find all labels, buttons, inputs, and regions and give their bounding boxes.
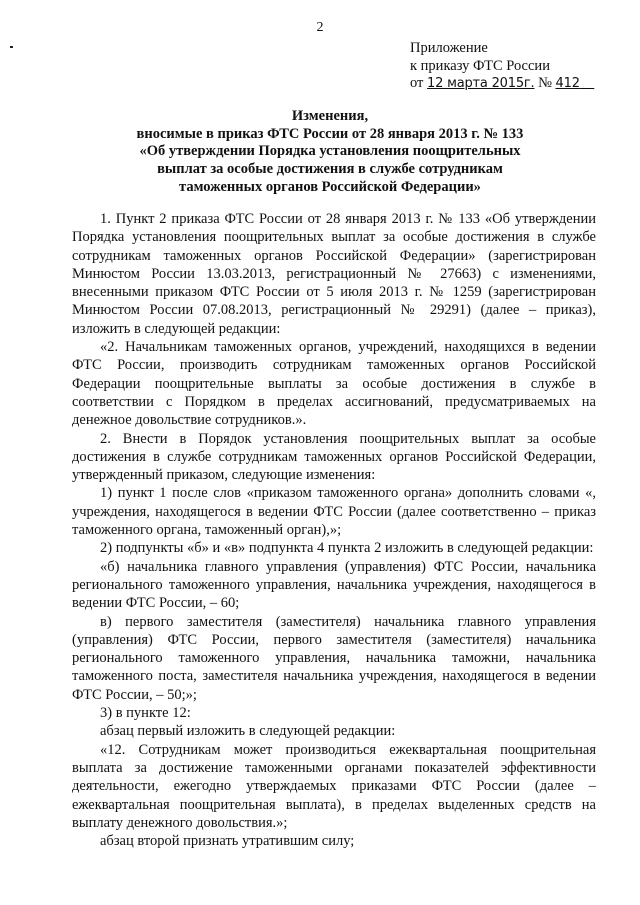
appendix-title: Приложение — [410, 40, 488, 56]
paragraph-subitem-1: 1) пункт 1 после слов «приказом таможенного органа» дополнить словами «, учреждения, находящегося в ведении ФТС России (далее соответственно – приказ таможенного органа, таможенный орган),»; — [72, 485, 596, 539]
paragraph-item-1: 1. Пункт 2 приказа ФТС России от 28 января 2013 г. № 133 «Об утверждении Порядка установления поощрительных выплат за особые достижения в службе сотрудникам таможенных органов Российской Федерации» (зарегистрирован Минюстом России 13.03.2013, регистрационный № 27663) с изменениями, внесенными приказом ФТС России от 5 июля 2013 г. № 1259 (зарегистрирован Минюстом России 07.08.2013, регистрационный № 29291) (далее – приказ), изложить в следующей редакции: — [72, 211, 596, 337]
title-line-2: вносимые в приказ ФТС России от 28 января 2013 г. № 133 — [136, 125, 524, 142]
appendix-date-line — [410, 75, 594, 93]
page-number: 2 — [316, 20, 324, 35]
paragraph-quote-12: «12. Сотрудникам может производиться ежеквартальная поощрительная выплата за достижение таможенными органами показателей эффективности деятельности, ежегодно утверждаемых приказами ФТС России (далее – ежеквартальная поощрительная выплата), в пределах выделенных средств на выплату денежного довольствия.»; — [72, 741, 596, 831]
title-line-1: Изменения, — [291, 108, 369, 124]
order-date: 12 марта 2015г. — [427, 76, 535, 91]
paragraph-quote-b: «б) начальника главного управления (управления) ФТС России, начальника регионального таможенного управления, начальника учреждения, находящегося в ведении ФТС России, – 60; — [72, 558, 596, 612]
paragraph-subitem-3: 3) в пункте 12: — [100, 705, 191, 722]
order-number: 412 — [555, 76, 580, 91]
number-prefix: № — [534, 75, 556, 91]
title-line-4: выплат за особые достижения в службе сотрудникам — [157, 161, 503, 178]
title-line-3: «Об утверждении Порядка установления поощрительных — [139, 143, 521, 160]
paragraph-item-2: 2. Внести в Порядок установления поощрительных выплат за особые достижения в службе сотрудникам таможенных органов Российской Федерации, утвержденный приказом, следующие изменения: — [72, 430, 596, 484]
appendix-order-ref: к приказу ФТС России — [410, 57, 550, 74]
appendix-block — [410, 40, 594, 93]
paragraph-subitem-2: 2) подпункты «б» и «в» подпункта 4 пункта 2 изложить в следующей редакции: — [100, 540, 594, 557]
date-prefix: от — [410, 75, 428, 91]
document-title — [60, 108, 600, 197]
title-line-5: таможенных органов Российской Федерации» — [179, 178, 481, 195]
document-body — [72, 210, 596, 850]
paragraph-quote-v: в) первого заместителя (заместителя) начальника главного управления (управления) ФТС России, первого заместителя (заместителя) начальника регионального таможенного управления, начальника таможни, начальника таможенного поста, заместителя начальника учреждения, находящегося в ведении ФТС России, – 50;»; — [72, 613, 596, 703]
paragraph-abzac-1: абзац первый изложить в следующей редакции: — [100, 723, 396, 740]
paragraph-abzac-2: абзац второй признать утратившим силу; — [100, 833, 355, 850]
scan-mark — [10, 46, 13, 48]
paragraph-quote-2: «2. Начальникам таможенных органов, учреждений, находящихся в ведении ФТС России, производить сотрудникам таможенных органов Российской Федерации поощрительные выплаты за особые достижения в службе в соответствии с Порядком в пределах ассигнований, предусматриваемых на денежное довольствие сотрудников.». — [72, 339, 596, 429]
